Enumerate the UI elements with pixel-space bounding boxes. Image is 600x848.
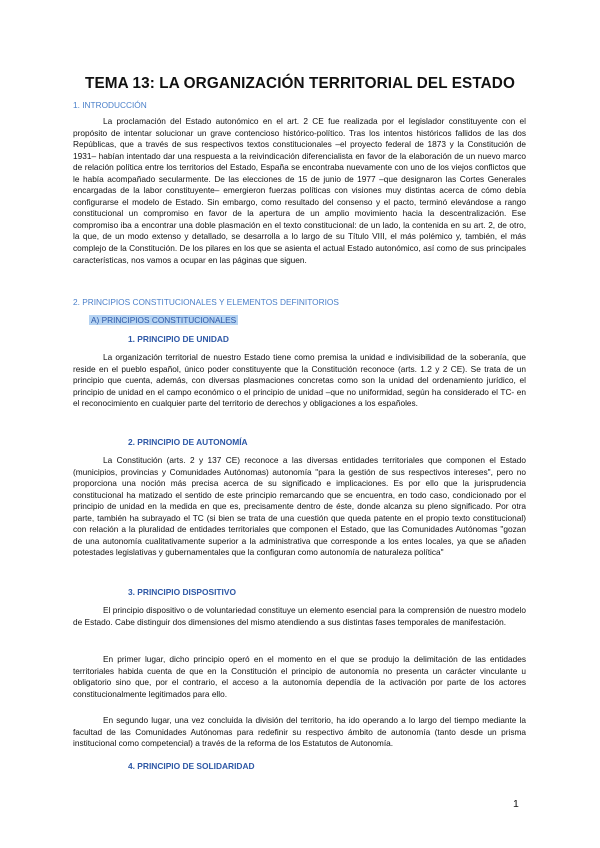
paragraph-principle-dispositive-2: En primer lugar, dicho principio operó en el momento en el que se produjo la delimitación de las entidades territoriales habida cuenta de que en la Constitución el principio de autonomía no presenta un carácter vinculante u obligatorio sino que, por el contrario, el acceso a la autonomía dependía de la activación por parte de los actores constitucionalmente legitimados para ello.	[73, 654, 526, 699]
introduction-paragraph: La proclamación del Estado autonómico en el art. 2 CE fue realizada por el legislador constituyente con el propósito de intentar solucionar un grave contencioso histórico-político. Tras los intentos históricos fallidos de las dos Repúblicas, que a través de sus respectivos textos constitucionales –el proyecto federal de 1873 y la Constitución de 1931– habían intentado dar una respuesta a la reivindicación diferencialista en favor de la elaboración de un nuevo marco de relación política entre los territorios del Estado, España se encontraba nuevamente con uno de los viejos conflictos que le había acompañado secularmente. De las elecciones de 15 de junio de 1977 –que designaron las Cortes Generales encargadas de la labor constituyente– emergieron fuerzas políticas con visiones muy distintas acerca de cómo debía configurarse el modelo de Estado. Sin embargo, como resultado del consenso y el pacto, terminó elevándose a rango constitucional un compromiso en favor de la apertura de un amplio movimiento hacia la descentralización. Ese compromiso iba a encontrar una doble plasmación en el texto constitucional: de un lado, la contenida en su art. 2, de otro, la que, de un modo extenso y detallado, se desarrolla a lo largo de su Título VIII, el más polémico y, también, el más complejo de la Constitución. De los pilares en los que se asienta el actual Estado autonómico, así como de sus principales características, nos vamos a ocupar en las páginas que siguen.	[73, 116, 526, 265]
subsection-heading-constitutional-principles: A) PRINCIPIOS CONSTITUCIONALES	[91, 315, 237, 325]
paragraph-principle-autonomy: La Constitución (arts. 2 y 137 CE) reconoce a las diversas entidades territoriales que componen el Estado (municipios, provincias y Comunidades Autónomas) autonomía "para la gestión de sus respectivos intereses", pero no proporciona una noción más precisa acerca de su significado e implicaciones. Es por ello que la jurisprudencia constitucional ha matizado el sentido de este principio remarcando que se encuentra, en todo caso, condicionado por el principio de unidad en la medida en que es, precisamente dentro de éste, donde alcanza su pleno significado. Por otra parte, también ha subrayado el TC (si bien se trata de una cuestión que queda patente en el propio texto constitucional) con relación a la pluralidad de entidades territoriales que componen el Estado, que las Comunidades Autónomas "gozan de una autonomía cualitativamente superior a la administrativa que corresponde a los entes locales, ya que se añaden potestades legislativas y gubernamentales que la configuran como autonomía de naturaleza política"	[73, 455, 526, 558]
heading-principle-solidarity: 4. PRINCIPIO DE SOLIDARIDAD	[128, 761, 255, 771]
paragraph-principle-dispositive-1: El principio dispositivo o de voluntariedad constituye un elemento esencial para la comprensión de nuestro modelo de Estado. Cabe distinguir dos dimensiones del mismo atendiendo a sus distintas fases temporales de manifestación.	[73, 605, 526, 627]
document-title: TEMA 13: LA ORGANIZACIÓN TERRITORIAL DEL ESTADO	[85, 75, 515, 92]
section-heading-principles: 2. PRINCIPIOS CONSTITUCIONALES Y ELEMENTOS DEFINITORIOS	[73, 297, 339, 307]
heading-principle-dispositive: 3. PRINCIPIO DISPOSITIVO	[128, 587, 236, 597]
heading-principle-unity: 1. PRINCIPIO DE UNIDAD	[128, 334, 229, 344]
paragraph-principle-unity: La organización territorial de nuestro Estado tiene como premisa la unidad e indivisibilidad de la soberanía, que reside en el pueblo español, único poder constituyente que la Constitución reconoce (arts. 1.2 y 2 CE). Se trata de un principio que cuenta, además, con diversas plasmaciones concretas como son la unidad del ordenamiento jurídico, el principio de unidad en el campo económico o el principio de unidad –que no uniformidad, según ha considerado el TC- en el reconocimiento en cualquier parte del territorio de derechos y obligaciones a los españoles.	[73, 352, 526, 409]
page-number: 1	[513, 798, 519, 810]
section-heading-introduction: 1. INTRODUCCIÓN	[73, 100, 147, 110]
paragraph-principle-dispositive-3: En segundo lugar, una vez concluida la división del territorio, ha ido operando a lo largo del tiempo mediante la facultad de las Comunidades Autónomas para redefinir su respectivo ámbito de autonomía (tanto desde un prisma institucional como competencial) a través de la reforma de los Estatutos de Autonomía.	[73, 715, 526, 749]
heading-principle-autonomy: 2. PRINCIPIO DE AUTONOMÍA	[128, 437, 248, 447]
